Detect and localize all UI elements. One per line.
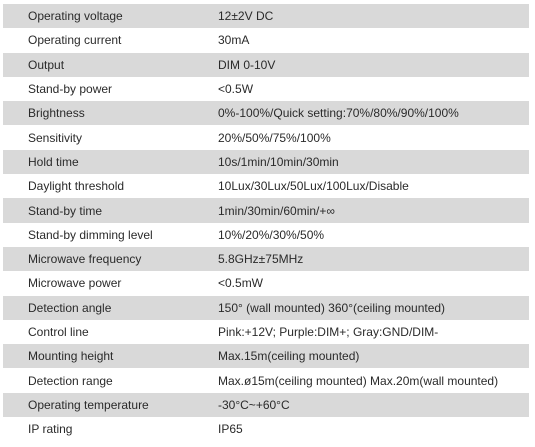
spec-row-ip-rating [3, 417, 529, 441]
spec-value: <0.5W [218, 82, 254, 97]
spec-row-control-line [3, 320, 529, 344]
spec-label: Mounting height [28, 349, 114, 364]
spec-row-hold-time [3, 150, 529, 174]
spec-row-microwave-power [3, 271, 529, 295]
spec-row-brightness [3, 101, 529, 125]
spec-label: Control line [28, 325, 89, 339]
spec-row-standby-time [3, 198, 529, 222]
spec-row-standby-dimming-level [3, 223, 529, 247]
spec-value: 150° (wall mounted) 360°(ceiling mounted) [218, 300, 446, 315]
spec-row-microwave-frequency [3, 247, 529, 271]
spec-value: Max.ø15m(ceiling mounted) Max.20m(wall mounted) [218, 373, 499, 388]
spec-label: Hold time [28, 154, 79, 169]
spec-value: <0.5mW [218, 276, 264, 291]
spec-row-detection-range [3, 368, 529, 392]
spec-value: Max.15m(ceiling mounted) [218, 349, 360, 364]
spec-label: Output [28, 57, 65, 72]
spec-label: Operating current [28, 33, 122, 48]
spec-label: Daylight threshold [28, 179, 125, 194]
spec-row-daylight-threshold [3, 174, 529, 198]
spec-table [3, 4, 529, 441]
spec-label: Stand-by time [28, 203, 103, 218]
spec-label: Microwave frequency [28, 252, 142, 267]
spec-label: Sensitivity [28, 130, 83, 145]
spec-row-sensitivity [3, 125, 529, 149]
spec-value: 0%-100%/Quick setting:70%/80%/90%/100% [218, 106, 459, 121]
spec-row-mounting-height [3, 344, 529, 368]
spec-label: Brightness [28, 106, 85, 121]
spec-label: Microwave power [28, 276, 122, 291]
spec-value: 20%/50%/75%/100% [218, 130, 331, 145]
spec-value: Pink:+12V; Purple:DIM+; Gray:GND/DIM- [218, 325, 439, 339]
spec-label: Stand-by dimming level [28, 227, 153, 242]
spec-label: Detection range [28, 373, 113, 388]
spec-value: 10Lux/30Lux/50Lux/100Lux/Disable [218, 179, 409, 194]
spec-row-detection-angle [3, 296, 529, 320]
spec-label: Operating voltage [28, 9, 123, 24]
spec-row-standby-power [3, 77, 529, 101]
spec-label: IP rating [28, 422, 73, 437]
spec-value: -30°C~+60°C [218, 397, 290, 412]
spec-value: 12±2V DC [218, 9, 274, 24]
spec-row-output [3, 53, 529, 77]
spec-label: Operating temperature [28, 397, 149, 412]
spec-row-operating-current [3, 28, 529, 52]
spec-value: DIM 0-10V [218, 57, 276, 72]
spec-value: 10%/20%/30%/50% [218, 227, 325, 242]
spec-row-operating-voltage [3, 4, 529, 28]
spec-value: 1min/30min/60min/+∞ [218, 203, 335, 218]
spec-label: Detection angle [28, 300, 112, 315]
spec-value: 10s/1min/10min/30min [218, 154, 339, 169]
spec-value: 5.8GHz±75MHz [218, 252, 304, 267]
spec-value: IP65 [218, 422, 243, 437]
spec-label: Stand-by power [28, 82, 113, 97]
spec-row-operating-temperature [3, 393, 529, 417]
spec-value: 30mA [218, 33, 250, 48]
